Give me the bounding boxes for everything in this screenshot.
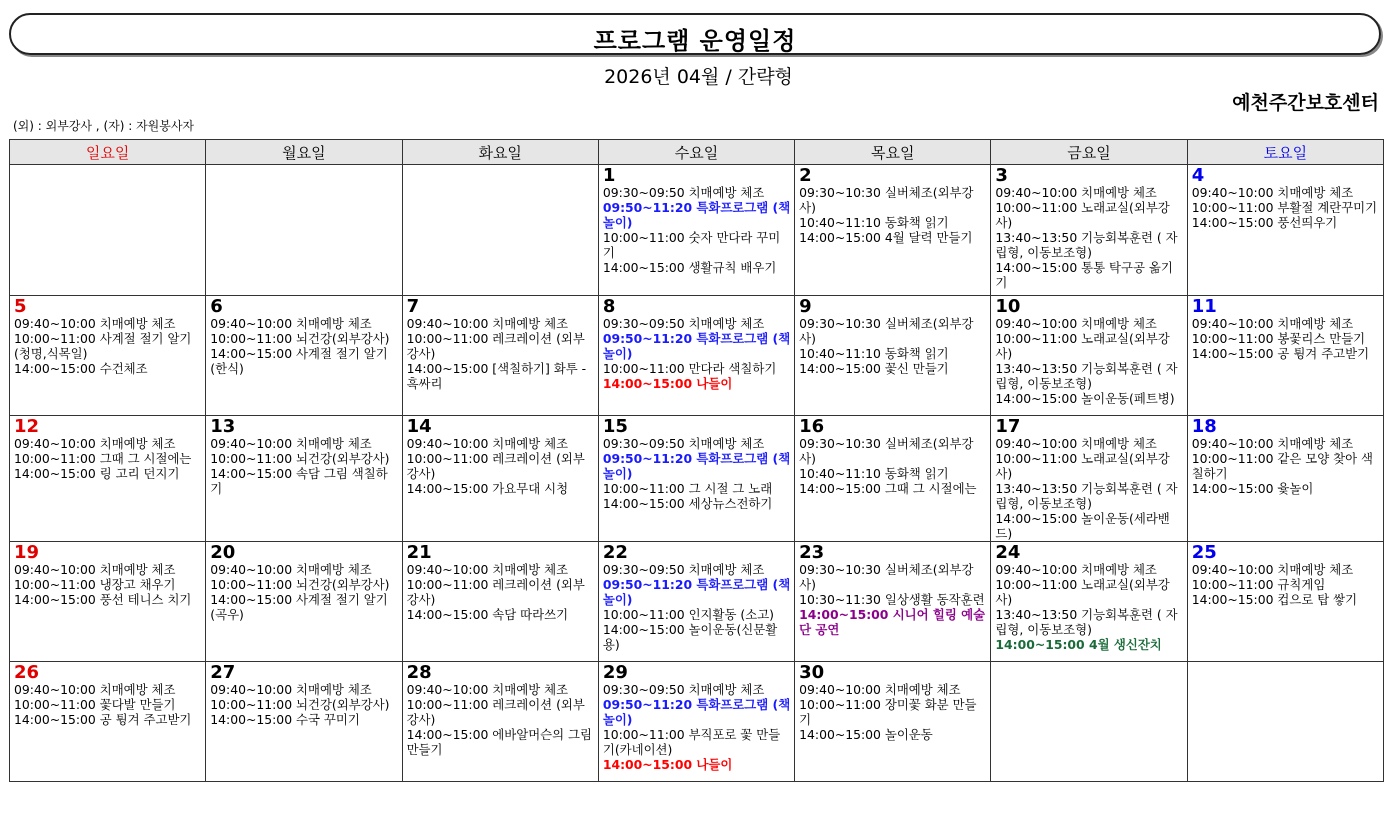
day-cell — [206, 662, 402, 782]
program-entry: 14:00~15:00 놀이운동(세라밴드) — [995, 511, 1170, 541]
day-cell — [795, 662, 991, 782]
program-entry: 14:00~15:00 그때 그 시절에는 — [799, 481, 977, 496]
day-cell — [402, 296, 598, 416]
day-cell — [10, 542, 206, 662]
program-entry: 09:40~10:00 치매예방 체조 — [1191, 316, 1354, 331]
program-entry: 09:50~11:20 특화프로그램 (책놀이) — [602, 697, 791, 727]
program-entry: 14:00~15:00 사계절 절기 알기(한식) — [210, 346, 388, 376]
day-cell — [402, 662, 598, 782]
program-entry: 09:30~10:30 실버체조(외부강사) — [799, 316, 974, 346]
day-cell — [991, 416, 1187, 542]
program-entry: 14:00~15:00 윷놀이 — [1191, 481, 1314, 496]
program-entry: 14:00~15:00 나들이 — [602, 757, 733, 772]
program-entry: 10:00~11:00 규칙게임 — [1191, 577, 1326, 592]
program-entry: 09:50~11:20 특화프로그램 (책놀이) — [602, 331, 791, 361]
day-number: 9 — [799, 296, 812, 317]
day-number: 21 — [406, 542, 432, 563]
program-entry: 09:50~11:20 특화프로그램 (책놀이) — [602, 451, 791, 481]
program-entry: 09:30~10:30 실버체조(외부강사) — [799, 562, 974, 592]
program-entry: 09:30~09:50 치매예방 체조 — [602, 316, 765, 331]
program-entry: 10:00~11:00 같은 모양 찾아 색칠하기 — [1191, 451, 1374, 481]
program-entry: 13:40~13:50 기능회복훈련 ( 자립형, 이동보조형) — [995, 481, 1178, 511]
day-cell — [598, 542, 794, 662]
weekday-saturday: 토요일 — [1187, 140, 1383, 165]
program-entry: 10:00~11:00 노래교실(외부강사) — [995, 451, 1170, 481]
program-entry: 10:00~11:00 장미꽃 화분 만들기 — [799, 697, 977, 727]
day-cell — [402, 542, 598, 662]
program-entry: 13:40~13:50 기능회복훈련 ( 자립형, 이동보조형) — [995, 607, 1178, 637]
program-entry: 09:40~10:00 치매예방 체조 — [1191, 185, 1354, 200]
day-number: 30 — [799, 662, 825, 683]
day-cell — [1187, 662, 1383, 782]
day-number: 15 — [602, 416, 628, 437]
day-number: 14 — [406, 416, 432, 437]
program-entry: 09:40~10:00 치매예방 체조 — [210, 316, 372, 331]
program-entry: 10:00~11:00 꽃다발 만들기 — [14, 697, 176, 712]
program-entry: 10:00~11:00 레크레이션 (외부강사) — [406, 331, 585, 361]
program-entry: 14:00~15:00 놀이운동(페트병) — [995, 391, 1175, 406]
program-entry: 09:40~10:00 치매예방 체조 — [1191, 436, 1354, 451]
program-entry: 09:40~10:00 치매예방 체조 — [995, 436, 1157, 451]
day-number: 17 — [995, 416, 1021, 437]
program-entry: 14:00~15:00 수국 꾸미기 — [210, 712, 360, 727]
program-entry: 09:50~11:20 특화프로그램 (책놀이) — [602, 200, 791, 230]
program-entry: 10:30~11:30 일상생활 동작훈련 — [799, 592, 985, 607]
week-row — [10, 662, 1384, 782]
program-entry: 10:00~11:00 냉장고 채우기 — [14, 577, 176, 592]
program-entry: 09:40~10:00 치매예방 체조 — [210, 682, 372, 697]
program-entry: 10:00~11:00 사계절 절기 알기(청명,식목일) — [14, 331, 192, 361]
day-cell — [10, 165, 206, 296]
program-entry: 14:00~15:00 속담 따라쓰기 — [406, 607, 569, 622]
day-cell — [598, 416, 794, 542]
program-entry: 14:00~15:00 놀이운동 — [799, 727, 933, 742]
program-entry: 14:00~15:00 에바알머슨의 그림 만들기 — [406, 727, 592, 757]
program-entry: 09:40~10:00 치매예방 체조 — [995, 185, 1157, 200]
program-entry: 10:40~11:10 동화책 읽기 — [799, 466, 949, 481]
day-cell — [1187, 542, 1383, 662]
program-entry: 09:30~10:30 실버체조(외부강사) — [799, 185, 974, 215]
day-cell — [206, 296, 402, 416]
day-number: 25 — [1191, 542, 1217, 563]
program-entry: 09:40~10:00 치매예방 체조 — [14, 682, 176, 697]
day-cell — [10, 416, 206, 542]
program-entry: 10:00~11:00 부활절 계란꾸미기 — [1191, 200, 1378, 215]
program-entry: 09:30~09:50 치매예방 체조 — [602, 436, 765, 451]
day-cell — [795, 296, 991, 416]
program-entry: 14:00~15:00 놀이운동(신문활용) — [602, 622, 778, 652]
program-entry: 10:00~11:00 뇌건강(외부강사) — [210, 577, 390, 592]
week-row — [10, 542, 1384, 662]
day-number: 11 — [1191, 296, 1217, 317]
weekday-header-row — [10, 140, 1384, 165]
day-cell — [991, 165, 1187, 296]
program-entry: 14:00~15:00 수건체조 — [14, 361, 148, 376]
day-number: 10 — [995, 296, 1021, 317]
program-entry: 14:00~15:00 사계절 절기 알기(곡우) — [210, 592, 388, 622]
day-number: 1 — [602, 165, 616, 186]
program-entry: 10:40~11:10 동화책 읽기 — [799, 215, 949, 230]
program-entry: 09:40~10:00 치매예방 체조 — [406, 682, 569, 697]
program-entry: 09:40~10:00 치매예방 체조 — [1191, 562, 1354, 577]
day-number: 23 — [799, 542, 825, 563]
program-entry: 14:00~15:00 컵으로 탑 쌓기 — [1191, 592, 1358, 607]
program-entry: 10:00~11:00 레크레이션 (외부강사) — [406, 577, 585, 607]
program-entry: 10:00~11:00 숫자 만다라 꾸미기 — [602, 230, 781, 260]
program-entry: 14:00~15:00 [색칠하기] 화투 - 흑싸리 — [406, 361, 587, 391]
program-entry: 10:00~11:00 인지활동 (소고) — [602, 607, 775, 622]
program-entry: 14:00~15:00 공 튕겨 주고받기 — [14, 712, 192, 727]
center-name: 예천주간보호센터 — [1232, 92, 1379, 114]
weekday-monday: 월요일 — [206, 140, 402, 165]
page-subtitle: 2026년 04월 / 간략형 — [604, 66, 793, 88]
day-number: 4 — [1191, 165, 1205, 186]
day-cell — [991, 542, 1187, 662]
program-entry: 14:00~15:00 링 고리 던지기 — [14, 466, 180, 481]
program-entry: 09:30~09:50 치매예방 체조 — [602, 682, 765, 697]
program-entry: 10:00~11:00 만다라 색칠하기 — [602, 361, 777, 376]
program-entry: 09:40~10:00 치매예방 체조 — [14, 436, 176, 451]
program-entry: 09:40~10:00 치매예방 체조 — [995, 316, 1157, 331]
program-entry: 09:40~10:00 치매예방 체조 — [406, 436, 569, 451]
day-number: 20 — [210, 542, 236, 563]
program-entry: 09:30~09:50 치매예방 체조 — [602, 185, 765, 200]
page-title: 프로그램 운영일정 — [593, 27, 797, 55]
day-cell — [402, 165, 598, 296]
day-number: 27 — [210, 662, 236, 683]
program-entry: 09:40~10:00 치매예방 체조 — [799, 682, 961, 697]
day-cell — [10, 662, 206, 782]
program-entry: 09:30~10:30 실버체조(외부강사) — [799, 436, 974, 466]
program-entry: 10:00~11:00 뇌건강(외부강사) — [210, 697, 390, 712]
program-entry: 14:00~15:00 풍선띄우기 — [1191, 215, 1338, 230]
program-entry: 09:40~10:00 치매예방 체조 — [210, 436, 372, 451]
program-entry: 14:00~15:00 가요무대 시청 — [406, 481, 569, 496]
day-cell — [598, 662, 794, 782]
week-row — [10, 416, 1384, 542]
weekday-sunday: 일요일 — [10, 140, 206, 165]
day-number: 19 — [14, 542, 40, 563]
weekday-tuesday: 화요일 — [402, 140, 598, 165]
day-cell — [1187, 296, 1383, 416]
day-number: 12 — [14, 416, 40, 437]
weekday-friday: 금요일 — [991, 140, 1187, 165]
day-cell — [206, 416, 402, 542]
day-number: 24 — [995, 542, 1021, 563]
day-cell — [795, 416, 991, 542]
program-entry: 14:00~15:00 시니어 힐링 예술단 공연 — [799, 607, 986, 637]
program-entry: 14:00~15:00 4월 생신잔치 — [995, 637, 1162, 652]
program-entry: 10:00~11:00 레크레이션 (외부강사) — [406, 451, 585, 481]
legend-text: (외) : 외부강사 , (자) : 자원봉사자 — [13, 119, 195, 133]
program-entry: 14:00~15:00 속담 그림 색칠하기 — [210, 466, 388, 496]
day-cell — [991, 662, 1187, 782]
day-cell — [1187, 416, 1383, 542]
program-entry: 09:40~10:00 치매예방 체조 — [14, 562, 176, 577]
program-entry: 09:40~10:00 치매예방 체조 — [406, 316, 569, 331]
day-cell — [795, 542, 991, 662]
program-entry: 10:00~11:00 그때 그 시절에는 — [14, 451, 192, 466]
weekday-thursday: 목요일 — [795, 140, 991, 165]
program-entry: 10:00~11:00 봉꽃리스 만들기 — [1191, 331, 1366, 346]
program-entry: 09:40~10:00 치매예방 체조 — [406, 562, 569, 577]
day-cell — [795, 165, 991, 296]
day-number: 8 — [602, 296, 616, 317]
day-cell — [206, 165, 402, 296]
day-number: 28 — [406, 662, 432, 683]
day-number: 7 — [406, 296, 420, 317]
program-entry: 10:00~11:00 노래교실(외부강사) — [995, 331, 1170, 361]
day-cell — [991, 296, 1187, 416]
weekday-wednesday: 수요일 — [598, 140, 794, 165]
program-entry: 14:00~15:00 공 튕겨 주고받기 — [1191, 346, 1370, 361]
day-number: 6 — [210, 296, 223, 317]
program-entry: 09:50~11:20 특화프로그램 (책놀이) — [602, 577, 791, 607]
title-banner — [9, 13, 1381, 55]
program-entry: 14:00~15:00 세상뉴스전하기 — [602, 496, 773, 511]
program-entry: 09:40~10:00 치매예방 체조 — [995, 562, 1157, 577]
program-entry: 14:00~15:00 4월 달력 만들기 — [799, 230, 973, 245]
program-entry: 10:00~11:00 노래교실(외부강사) — [995, 200, 1170, 230]
program-entry: 14:00~15:00 나들이 — [602, 376, 733, 391]
program-entry: 09:40~10:00 치매예방 체조 — [14, 316, 176, 331]
day-cell — [598, 165, 794, 296]
day-number: 26 — [14, 662, 40, 683]
program-entry: 10:40~11:10 동화책 읽기 — [799, 346, 949, 361]
program-entry: 10:00~11:00 뇌건강(외부강사) — [210, 451, 390, 466]
program-entry: 13:40~13:50 기능회복훈련 ( 자립형, 이동보조형) — [995, 361, 1178, 391]
program-entry: 10:00~11:00 부직포로 꽃 만들기(카네이션) — [602, 727, 781, 757]
day-number: 13 — [210, 416, 236, 437]
program-entry: 14:00~15:00 풍선 테니스 치기 — [14, 592, 192, 607]
program-entry: 10:00~11:00 레크레이션 (외부강사) — [406, 697, 585, 727]
day-cell — [598, 296, 794, 416]
day-cell — [1187, 165, 1383, 296]
day-number: 29 — [602, 662, 628, 683]
program-entry: 10:00~11:00 뇌건강(외부강사) — [210, 331, 390, 346]
day-number: 22 — [602, 542, 628, 563]
day-number: 5 — [14, 296, 27, 317]
week-row — [10, 165, 1384, 296]
program-entry: 10:00~11:00 그 시절 그 노래 — [602, 481, 773, 496]
day-number: 2 — [799, 165, 812, 186]
day-number: 3 — [995, 165, 1008, 186]
program-entry: 14:00~15:00 생활규칙 배우기 — [602, 260, 777, 275]
day-cell — [206, 542, 402, 662]
program-entry: 09:40~10:00 치매예방 체조 — [210, 562, 372, 577]
day-cell — [10, 296, 206, 416]
day-cell — [402, 416, 598, 542]
program-entry: 14:00~15:00 꽃신 만들기 — [799, 361, 949, 376]
program-entry: 13:40~13:50 기능회복훈련 ( 자립형, 이동보조형) — [995, 230, 1178, 260]
schedule-calendar — [9, 139, 1384, 782]
day-number: 16 — [799, 416, 825, 437]
week-row — [10, 296, 1384, 416]
program-entry: 14:00~15:00 통통 탁구공 옮기기 — [995, 260, 1173, 290]
program-entry: 09:30~09:50 치매예방 체조 — [602, 562, 765, 577]
program-entry: 10:00~11:00 노래교실(외부강사) — [995, 577, 1170, 607]
day-number: 18 — [1191, 416, 1217, 437]
